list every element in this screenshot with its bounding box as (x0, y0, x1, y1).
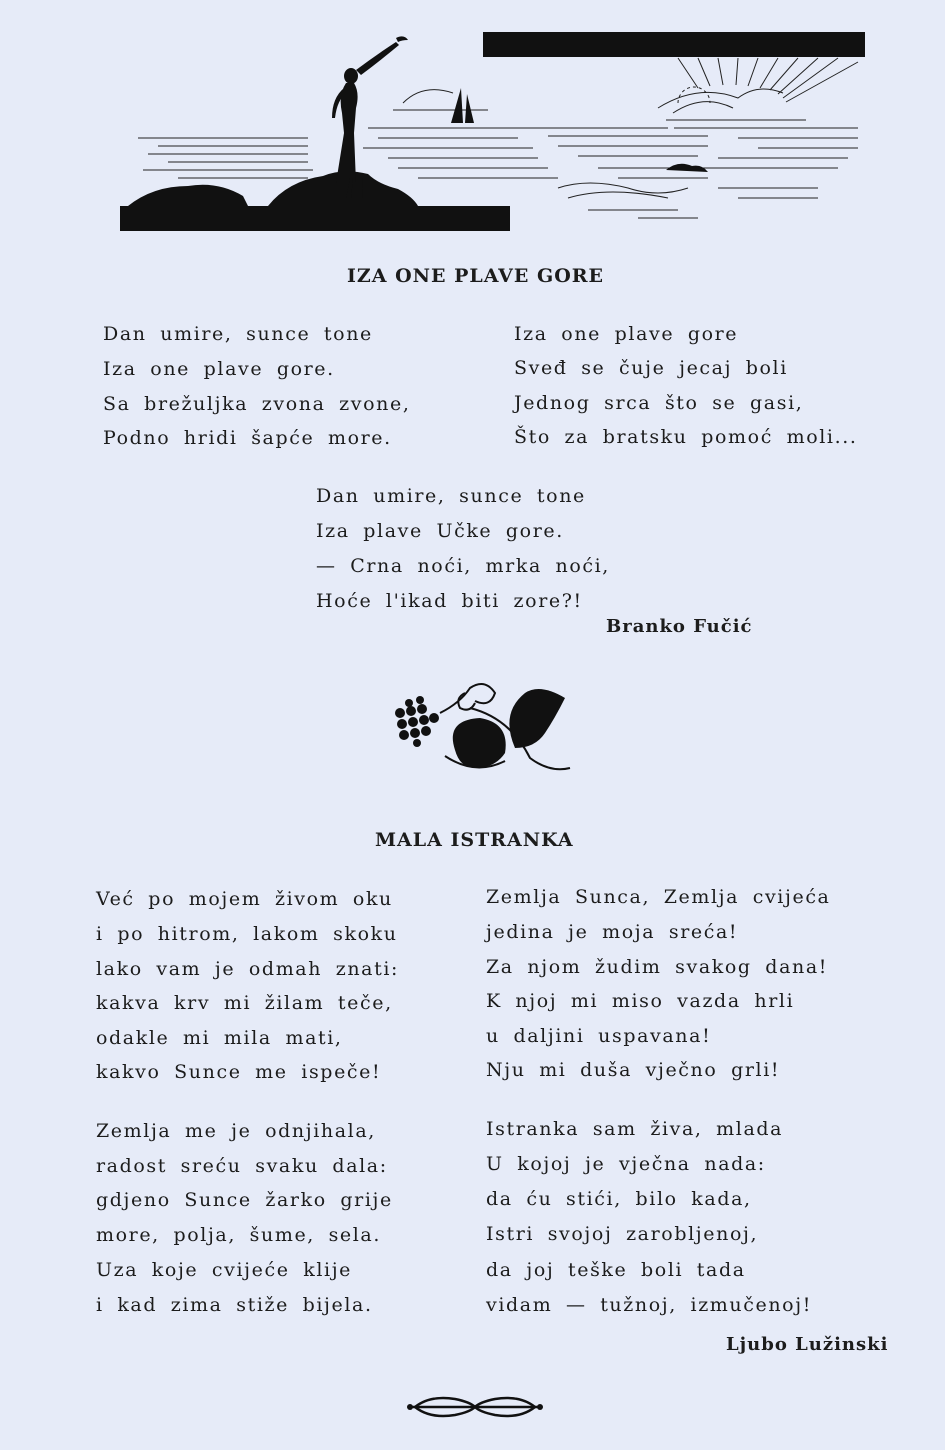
poem2-left2-line-6: i kad zima stiže bijela. (96, 1294, 373, 1316)
floral-ornament (390, 678, 590, 778)
poem2-left1-line-2: i po hitrom, lakom skoku (96, 923, 398, 945)
poem1-left-line-1: Dan umire, sunce tone (103, 323, 373, 345)
poem2-left1-line-4: kakva krv mi žilam teče, (96, 992, 393, 1014)
poem2-left1-line-3: lako vam je odmah znati: (96, 958, 399, 980)
poem2-right2-line-4: Istri svojoj zarobljenoj, (486, 1223, 759, 1245)
poem1-center-line-1: Dan umire, sunce tone (316, 485, 586, 507)
poem2-right1-line-3: Za njom žudim svakog dana! (486, 956, 828, 978)
poem2-left1-line-1: Već po mojem živom oku (96, 888, 393, 910)
poem2-right1-line-6: Nju mi duša vječno grli! (486, 1059, 781, 1081)
poem2-left1-line-5: odakle mi mila mati, (96, 1027, 343, 1049)
poem1-right-line-4: Što za bratsku pomoć moli... (514, 426, 858, 448)
poem2-author: Ljubo Lužinski (726, 1334, 889, 1355)
poem2-right2-line-3: da ću stići, bilo kada, (486, 1188, 752, 1210)
poem1-center-line-2: Iza plave Učke gore. (316, 520, 564, 542)
poem2-left2-line-4: more, polja, šume, sela. (96, 1224, 382, 1246)
poem1-left-line-2: Iza one plave gore. (103, 358, 335, 380)
poem2-left2-line-2: radost sreću svaku dala: (96, 1155, 388, 1177)
poem2-right1-line-1: Zemlja Sunca, Zemlja cvijeća (486, 886, 831, 908)
poem2-title: MALA ISTRANKA (375, 829, 574, 851)
poem2-right2-line-1: Istranka sam živa, mlada (486, 1118, 784, 1140)
poem1-left-line-3: Sa brežuljka zvona zvone, (103, 393, 411, 415)
poem1-right-line-3: Jednog srca što se gasi, (514, 392, 804, 414)
poem1-right-line-1: Iza one plave gore (514, 323, 739, 345)
poem1-title: IZA ONE PLAVE GORE (347, 265, 605, 287)
poem1-center-line-4: Hoće l'ikad biti zore?! (316, 590, 583, 612)
poem2-left2-line-1: Zemlja me je odnjihala, (96, 1120, 376, 1142)
seaside-illustration (118, 28, 868, 238)
scroll-ornament (405, 1392, 545, 1422)
poem2-right1-line-4: K njoj mi miso vazda hrli (486, 990, 795, 1012)
poem2-right2-line-6: vidam — tužnoj, izmučenoj! (486, 1294, 812, 1316)
poem1-left-line-4: Podno hridi šapće more. (103, 427, 392, 449)
poem1-author: Branko Fučić (606, 616, 753, 637)
poem1-center-line-3: — Crna noći, mrka noći, (316, 555, 610, 577)
poem2-right1-line-5: u daljini uspavana! (486, 1025, 712, 1047)
poem2-right1-line-2: jedina je moja sreća! (486, 921, 739, 943)
poem2-right2-line-2: U kojoj je vječna nada: (486, 1153, 766, 1175)
poem2-left1-line-6: kakvo Sunce me ispeče! (96, 1061, 382, 1083)
poem2-left2-line-3: gdjeno Sunce žarko grije (96, 1189, 393, 1211)
poem1-right-line-2: Sveđ se čuje jecaj boli (514, 357, 788, 379)
poem2-right2-line-5: da joj teške boli tada (486, 1259, 746, 1281)
poem2-left2-line-5: Uza koje cvijeće klije (96, 1259, 353, 1281)
